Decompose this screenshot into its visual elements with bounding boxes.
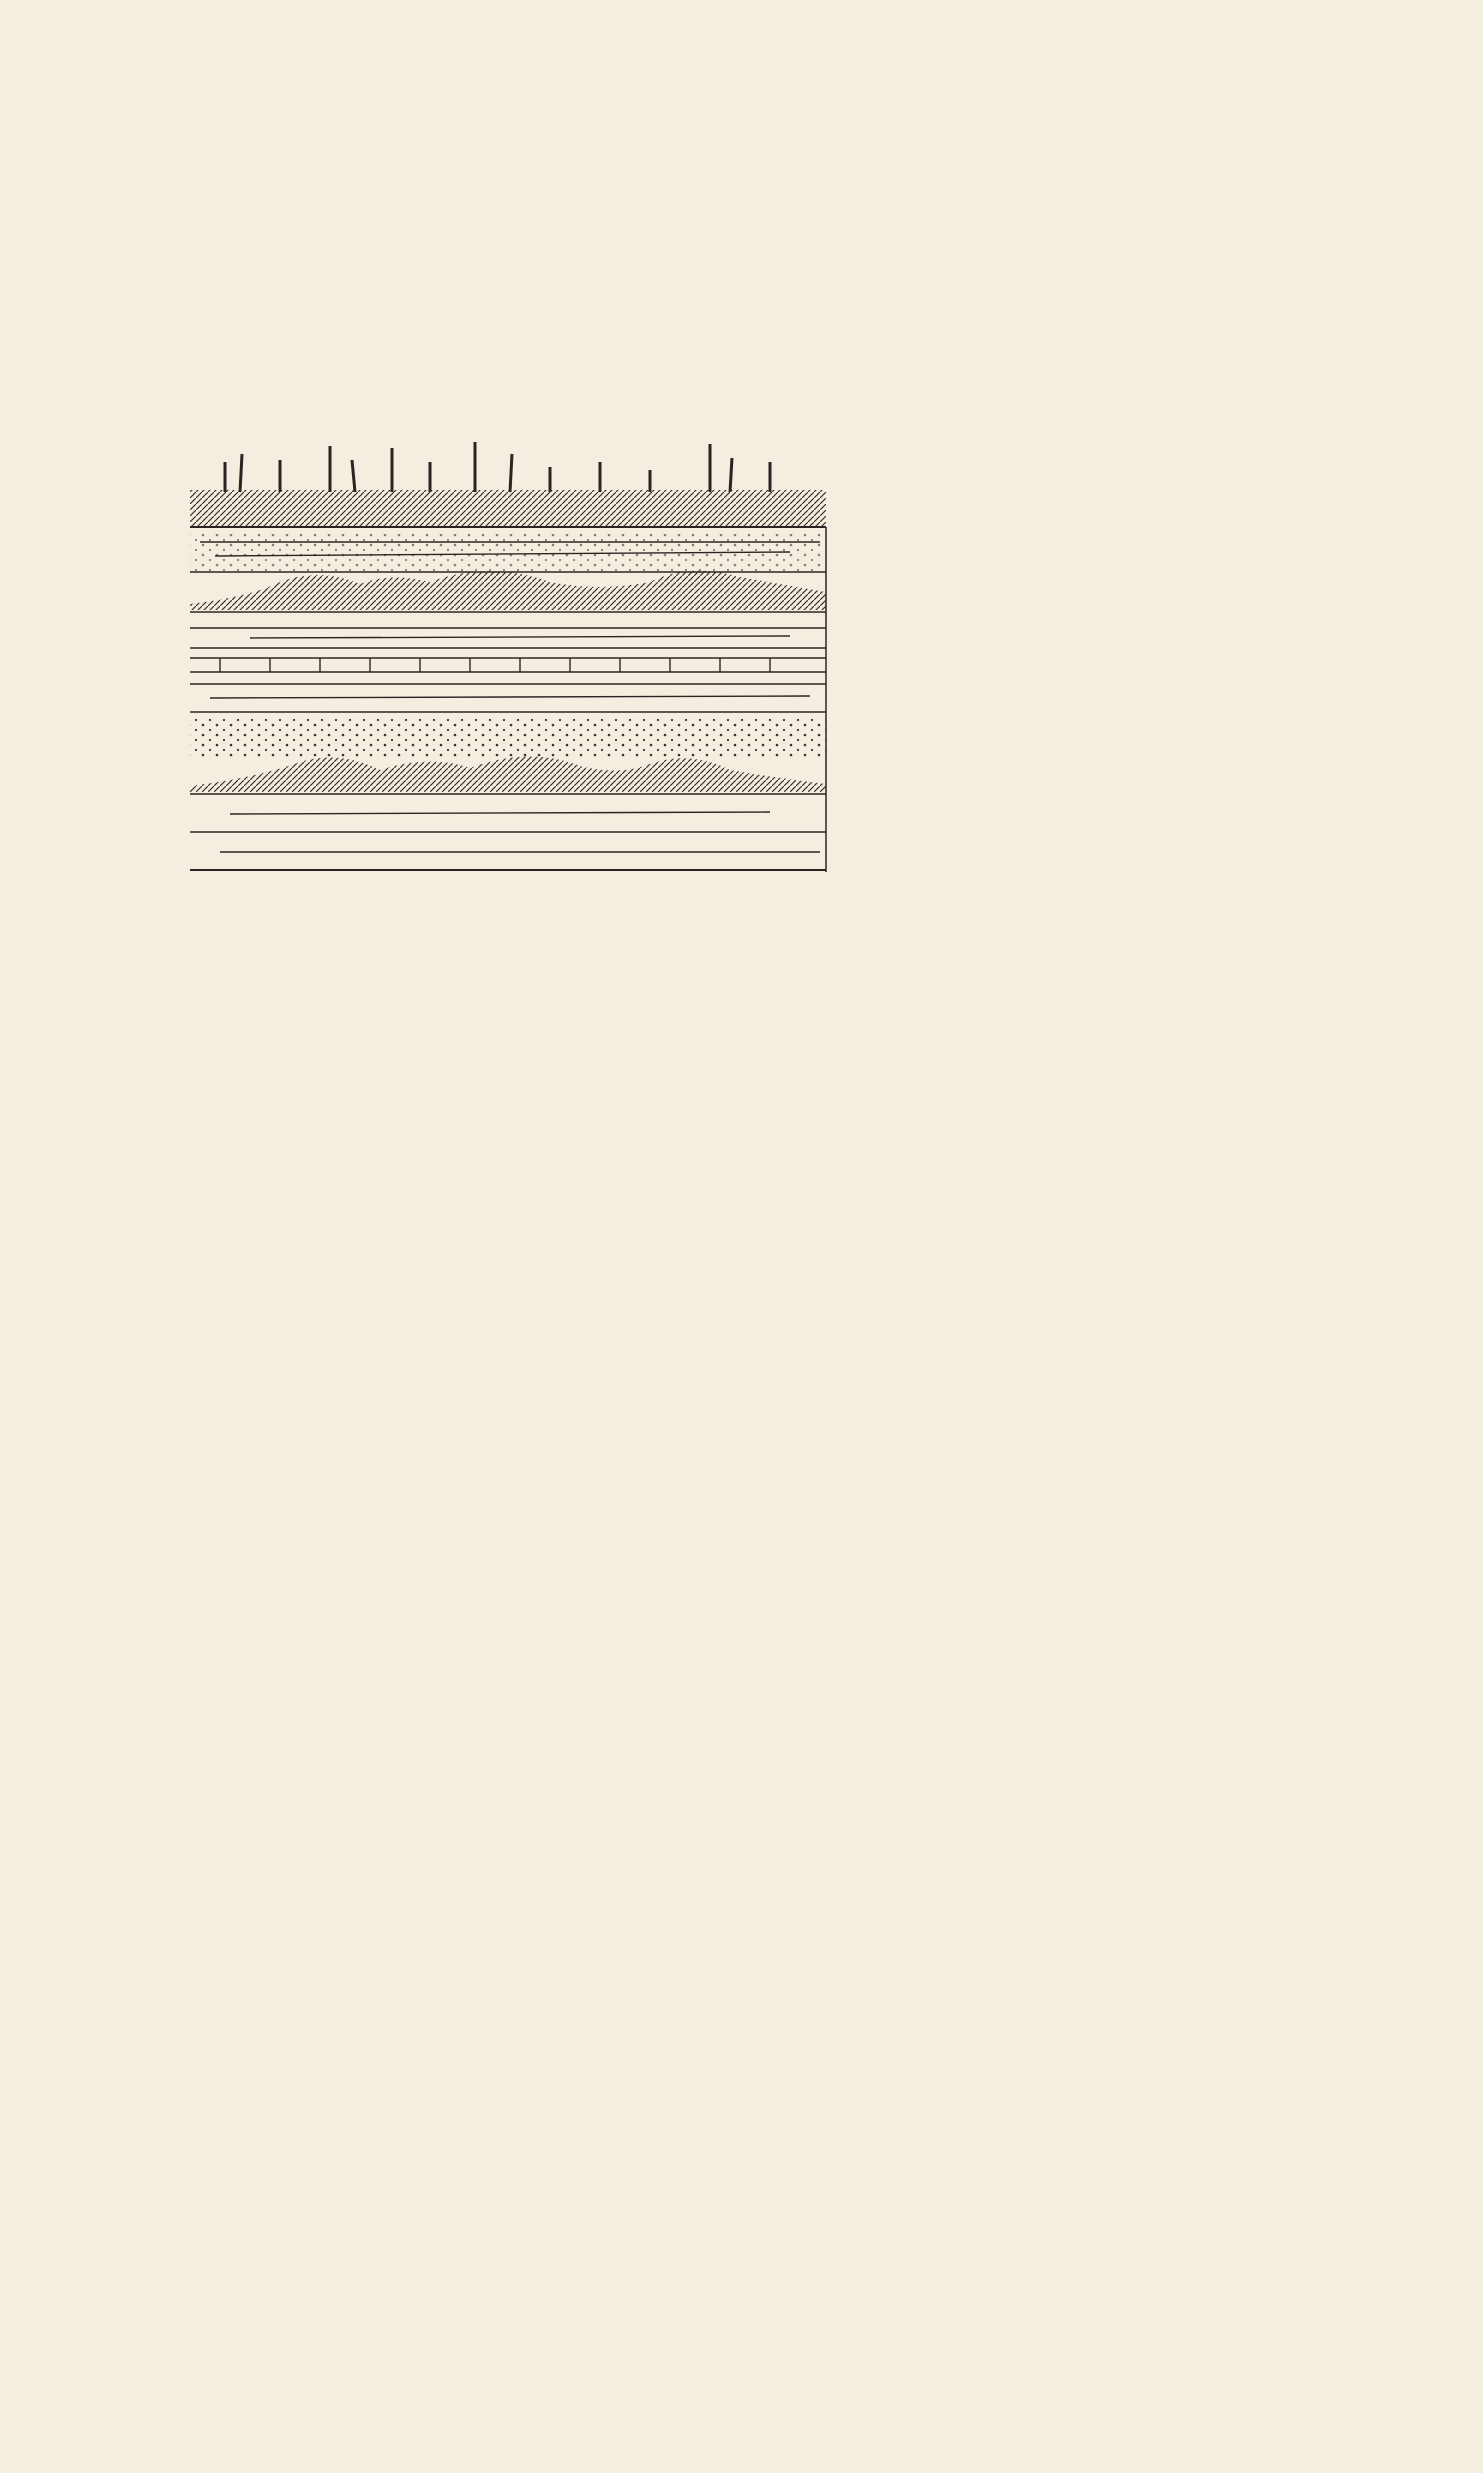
figure-111 xyxy=(130,432,830,912)
stratigraphic-section-illustration xyxy=(130,432,830,872)
page-header xyxy=(130,88,1385,138)
